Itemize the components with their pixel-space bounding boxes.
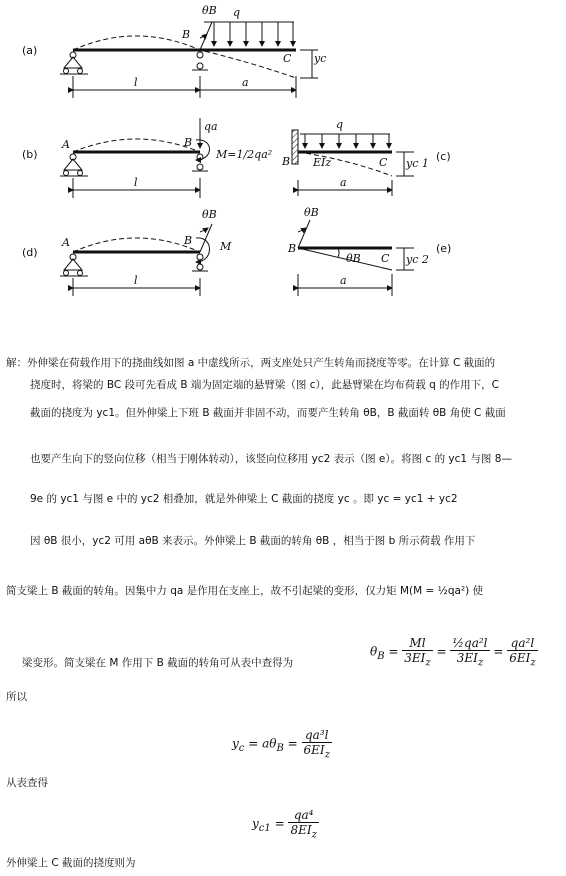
label-B-e: B — [288, 242, 297, 255]
label-l-b: l — [134, 176, 138, 189]
roller-support-a-B — [197, 52, 203, 58]
solution-line-11: 外伸梁上 C 截面的挠度则为 — [6, 857, 136, 869]
solution-line-3: 截面的挠度为 yc1。但外伸梁上下班 B 截面并非固不动，而要产生转角 θB，B 截面转 θB 角使 C 截面 — [30, 407, 506, 419]
label-e: (e) — [436, 242, 452, 255]
equation-yc1: $y_{c1}$ = $\frac{\text{qa⁴}}{8EI_z}$ — [252, 808, 317, 841]
solution-line-6: 因 θB 很小，yc2 可用 aθB 来表示。外伸梁上 B 截面的转角 θB ，相当于图 b 所示荷载 作用下 — [30, 535, 476, 547]
label-B-a: B — [182, 28, 191, 41]
label-thetaB-d: θB — [202, 208, 217, 221]
equation-thetaB: $\theta_B$ = $\frac{Ml}{3EI_z}$ = $\frac{\text{½qa²l}}{3EI_z}$ = $\frac{\text{qa²l}}{6EI_z}$ — [370, 636, 536, 669]
label-qa-b: qa — [204, 120, 218, 133]
solution-line-5: 9e 的 yc1 与图 e 中的 yc2 相叠加，就是外伸梁上 C 截面的挠度 yc 。即 yc = yc1 + yc2 — [30, 493, 458, 505]
label-a-e: a — [340, 274, 347, 287]
label-a-dim: a — [242, 76, 249, 89]
label-a: (a) — [22, 44, 38, 57]
label-yc2-e: yc 2 — [406, 253, 429, 266]
label-l-d: l — [134, 274, 138, 287]
solution-line-9: 所以 — [6, 691, 27, 703]
label-thetaB-e2: θB — [346, 252, 361, 265]
label-A-d: A — [62, 236, 70, 249]
label-C-c: C — [379, 156, 388, 169]
label-EI-c: EIz — [313, 156, 332, 169]
label-B-b: B — [184, 136, 193, 149]
label-thetaB-a: θB — [202, 4, 217, 17]
label-d: (d) — [22, 246, 38, 259]
figure-a — [22, 4, 326, 98]
figure-b — [22, 118, 272, 198]
solution-line-7: 简支梁上 B 截面的转角。因集中力 qa 是作用在支座上，故不引起梁的变形，仅力矩 M(M = ½qa²) 使 — [6, 585, 484, 597]
figure-c — [281, 118, 451, 196]
label-C-e: C — [381, 252, 390, 265]
figure-d — [22, 208, 232, 296]
label-l-a: l — [134, 76, 138, 89]
label-M-b: M=1/2qa² — [216, 148, 273, 161]
solution-line-8: 梁变形。简支梁在 M 作用下 B 截面的转角可从表中查得为 — [22, 657, 294, 669]
label-b: (b) — [22, 148, 38, 161]
label-M-d: M — [220, 240, 232, 253]
label-yc-a: yc — [314, 52, 327, 65]
label-B-d: B — [184, 234, 193, 247]
equation-yc: $y_c = a\theta_B$ = $\frac{\text{qa³l}}{6EI_z}$ — [232, 728, 330, 761]
solution-line-10: 从表查得 — [6, 777, 48, 789]
solution-line-2: 挠度时，将梁的 BC 段可先看成 B 端为固定端的悬臂梁（图 c），此悬臂梁在均布荷载 q 的作用下，C — [30, 379, 499, 391]
label-yc1-c: yc 1 — [406, 157, 429, 170]
label-q-c: q — [336, 118, 344, 131]
label-thetaB-e: θB — [304, 206, 319, 219]
label-C-a: C — [283, 52, 292, 65]
label-c: (c) — [436, 150, 451, 163]
label-a-c: a — [340, 176, 347, 189]
figure-e — [287, 206, 451, 296]
solution-line-1: 解：外伸梁在荷载作用下的挠曲线如图 a 中虚线所示，两支座处只产生转角而挠度等零。在计算 C 截面的 — [6, 357, 496, 369]
deflection-curve-a — [73, 36, 296, 78]
label-q-a: q — [233, 6, 241, 19]
label-A-b: A — [62, 138, 70, 151]
beam-deflection-figure — [0, 0, 566, 300]
solution-line-4: 也要产生向下的竖向位移（相当于刚体转动），该竖向位移用 yc2 表示（图 e）。将图 c 的 yc1 与图 8— — [30, 453, 512, 465]
label-B-c: B — [282, 155, 291, 168]
